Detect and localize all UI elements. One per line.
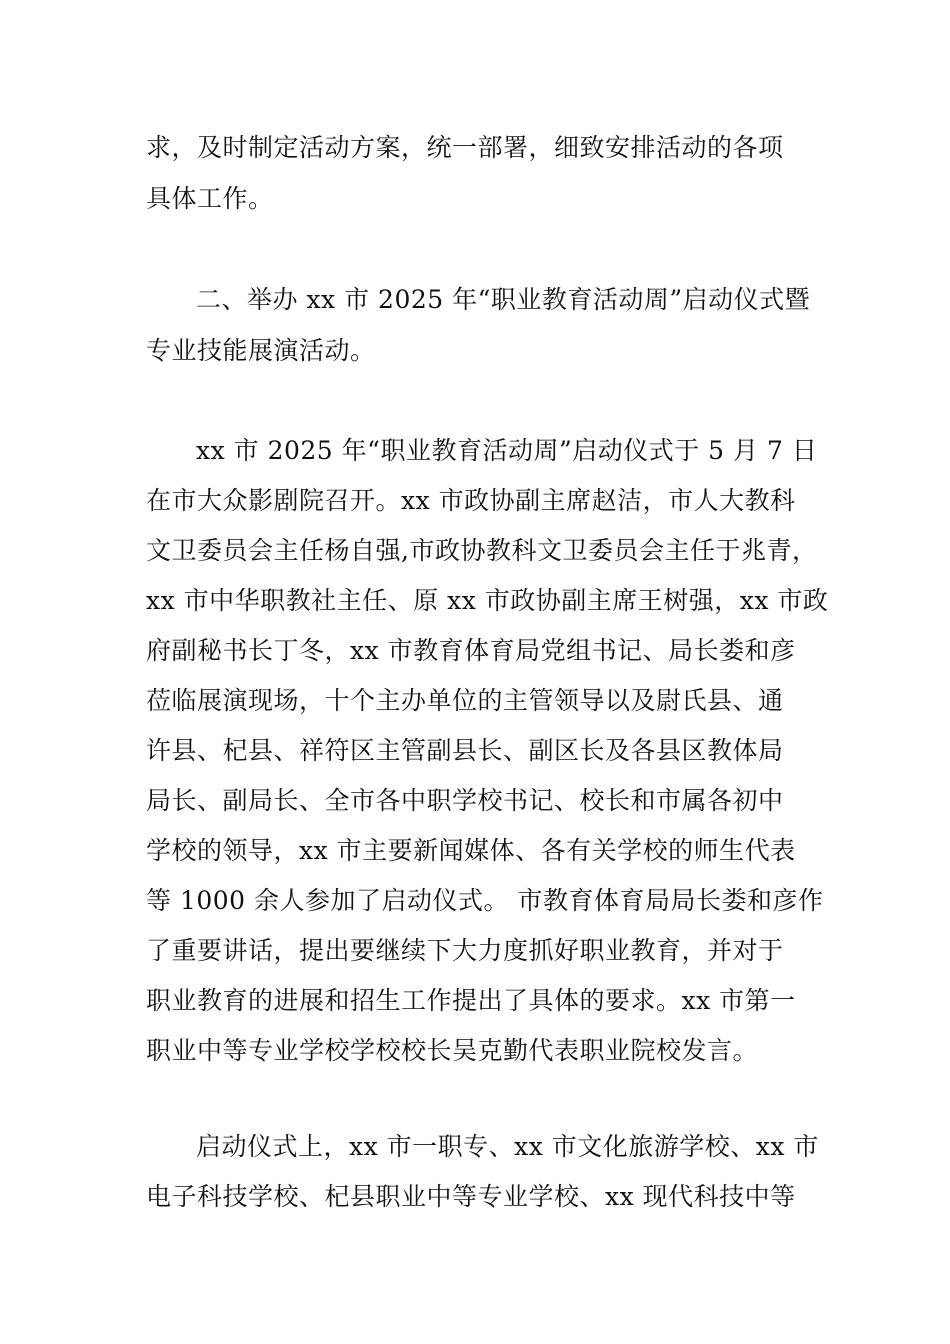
text-line: xx 市 2025 年“职业教育活动周”启动仪式于 5 月 7 日 [196,436,818,465]
text-line: 求，及时制定活动方案，统一部署，细致安排活动的各项 [146,133,784,162]
text-line: 局长、副局长、全市各中职学校书记、校长和市属各初中 [146,786,784,815]
text-line: 职业中等专业学校学校校长吴克勤代表职业院校发言。 [146,1036,759,1065]
text-line: 职业教育的进展和招生工作提出了具体的要求。xx 市第一 [146,986,796,1015]
text-line: 府副秘书长丁冬，xx 市教育体育局党组书记、局长娄和彦 [146,636,796,665]
text-line: 等 1000 余人参加了启动仪式。 市教育体育局局长娄和彦作 [146,886,824,915]
text-line: 具体工作。 [146,184,274,213]
text-line: 文卫委员会主任杨自强,市政协教科文卫委员会主任于兆青， [146,536,818,565]
text-line: 在市大众影剧院召开。xx 市政协副主席赵洁，市人大教科 [146,486,796,515]
text-line: xx 市中华职教社主任、原 xx 市政协副主席王树强，xx 市政 [146,586,829,615]
text-line: 莅临展演现场，十个主办单位的主管领导以及尉氏县、通 [146,686,784,715]
text-line: 二、举办 xx 市 2025 年“职业教育活动周”启动仪式暨 [196,285,811,314]
text-line: 专业技能展演活动。 [146,336,376,365]
text-line: 启动仪式上，xx 市一职专、xx 市文化旅游学校、xx 市 [196,1132,819,1161]
text-line: 了重要讲话，提出要继续下大力度抓好职业教育，并对于 [146,936,784,965]
text-line: 电子科技学校、杞县职业中等专业学校、xx 现代科技中等 [146,1182,796,1211]
text-line: 学校的领导，xx 市主要新闻媒体、各有关学校的师生代表 [146,836,796,865]
text-line: 许县、杞县、祥符区主管副县长、副区长及各县区教体局 [146,736,784,765]
